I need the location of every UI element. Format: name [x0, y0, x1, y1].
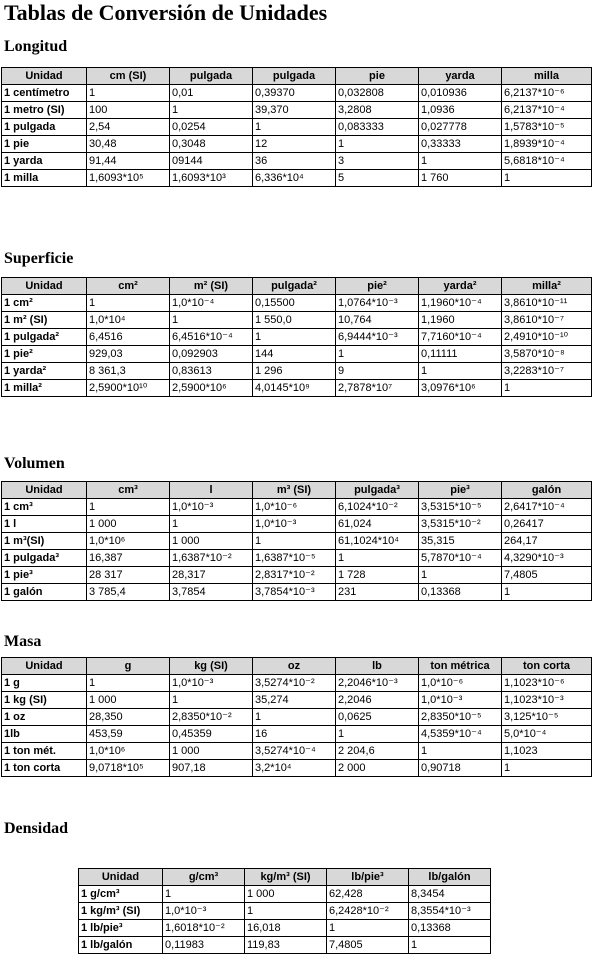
table-cell: 3,8610*10⁻⁷	[502, 312, 592, 329]
table-cell: 1,0764*10⁻³	[336, 295, 419, 312]
table-cell: 1	[170, 692, 253, 709]
table-cell: 0,0254	[170, 119, 253, 136]
table-cell: 1,6093*10³	[170, 170, 253, 187]
table-cell: 1 760	[419, 170, 502, 187]
table-cell: 4,0145*10⁹	[253, 380, 336, 397]
column-header: Unidad	[2, 658, 87, 675]
table-cell: 1	[419, 743, 502, 760]
table-cell: 3,0976*10⁶	[419, 380, 502, 397]
table-cell: 1	[409, 937, 491, 954]
table-cell: 0,15500	[253, 295, 336, 312]
table-cell: 2,2046	[336, 692, 419, 709]
row-label: 1 kg/m³ (SI)	[79, 903, 163, 920]
table-cell: 1	[419, 363, 502, 380]
row-label: 1 lb/pie³	[79, 920, 163, 937]
table-cell: 9,0718*10⁵	[87, 760, 170, 777]
table-cell: 39,370	[253, 102, 336, 119]
table-cell: 1	[419, 153, 502, 170]
section-title-volumen: Volumen	[4, 455, 65, 472]
row-label: 1 ton corta	[2, 760, 87, 777]
table-row	[79, 937, 491, 954]
column-header: galón	[502, 482, 592, 499]
column-header: pie	[336, 68, 419, 85]
column-header: Unidad	[2, 482, 87, 499]
table-cell: 3,5315*10⁻²	[419, 516, 502, 533]
table-row	[2, 153, 592, 170]
table-row	[2, 329, 592, 346]
column-header: milla²	[502, 278, 592, 295]
table-row	[2, 170, 592, 187]
row-label: 1 yarda	[2, 153, 87, 170]
table-cell: 1	[336, 136, 419, 153]
table-cell: 0,0625	[336, 709, 419, 726]
table-row	[2, 584, 592, 601]
table-cell: 1,6093*10⁵	[87, 170, 170, 187]
table-row	[2, 363, 592, 380]
column-header: lb	[336, 658, 419, 675]
table-cell: 3,2*10⁴	[253, 760, 336, 777]
table-cell: 3,7854	[170, 584, 253, 601]
table-cell: 3,5870*10⁻⁸	[502, 346, 592, 363]
column-header: cm²	[87, 278, 170, 295]
column-header: milla	[502, 68, 592, 85]
table-cell: 36	[253, 153, 336, 170]
table-row	[2, 743, 592, 760]
table-cell: 1 000	[170, 743, 253, 760]
table-cell: 1 000	[245, 886, 327, 903]
table-cell: 1 728	[336, 567, 419, 584]
header-row	[2, 658, 592, 675]
table-cell: 1,1023*10⁻³	[502, 692, 592, 709]
table-cell: 1	[245, 903, 327, 920]
column-header: g	[87, 658, 170, 675]
table-cell: 100	[87, 102, 170, 119]
table-cell: 1	[170, 312, 253, 329]
table-cell: 1	[419, 567, 502, 584]
table-cell: 0,33333	[419, 136, 502, 153]
table-cell: 1,0*10⁻³	[170, 675, 253, 692]
table-cell: 5,6818*10⁻⁴	[502, 153, 592, 170]
table-cell: 5,7870*10⁻⁴	[419, 550, 502, 567]
table-row	[2, 312, 592, 329]
table-cell: 4,5359*10⁻⁴	[419, 726, 502, 743]
table-cell: 1	[253, 709, 336, 726]
table-cell: 1 000	[170, 533, 253, 550]
table-cell: 2 000	[336, 760, 419, 777]
table-cell: 4,3290*10⁻³	[502, 550, 592, 567]
table-cell: 0,11983	[163, 937, 245, 954]
table-cell: 1	[502, 760, 592, 777]
table-cell: 61,1024*10⁴	[336, 533, 419, 550]
column-header: ton corta	[502, 658, 592, 675]
table-row	[79, 920, 491, 937]
column-header: Unidad	[79, 869, 163, 886]
table-longitud	[1, 67, 592, 187]
table-cell: 2,8317*10⁻²	[253, 567, 336, 584]
table-superficie	[1, 277, 592, 397]
row-label: 1 ton mét.	[2, 743, 87, 760]
table-cell: 2,8350*10⁻²	[170, 709, 253, 726]
table-cell: 2,6417*10⁻⁴	[502, 499, 592, 516]
table-cell: 1,1960	[419, 312, 502, 329]
table-cell: 1,6387*10⁻²	[170, 550, 253, 567]
table-cell: 1,0*10⁻⁴	[170, 295, 253, 312]
table-cell: 2 204,6	[336, 743, 419, 760]
column-header: kg/m³ (SI)	[245, 869, 327, 886]
table-cell: 12	[253, 136, 336, 153]
table-cell: 3,5274*10⁻⁴	[253, 743, 336, 760]
table-cell: 61,024	[336, 516, 419, 533]
column-header: g/cm³	[163, 869, 245, 886]
table-cell: 1,1023	[502, 743, 592, 760]
table-cell: 3,7854*10⁻³	[253, 584, 336, 601]
table-cell: 231	[336, 584, 419, 601]
table-cell: 1,0*10⁻³	[163, 903, 245, 920]
table-cell: 3,5315*10⁻⁵	[419, 499, 502, 516]
table-cell: 6,2428*10⁻²	[327, 903, 409, 920]
row-label: 1 cm³	[2, 499, 87, 516]
table-masa	[1, 657, 592, 777]
column-header: kg (SI)	[170, 658, 253, 675]
table-densidad	[78, 868, 491, 954]
table-cell: 1 000	[87, 516, 170, 533]
row-label: 1lb	[2, 726, 87, 743]
table-cell: 1	[170, 516, 253, 533]
table-cell: 8,3554*10⁻³	[409, 903, 491, 920]
table-cell: 929,03	[87, 346, 170, 363]
table-row	[79, 886, 491, 903]
table-cell: 1	[87, 675, 170, 692]
header-row	[2, 482, 592, 499]
table-cell: 0,13368	[409, 920, 491, 937]
page-title: Tablas de Conversión de Unidades	[4, 0, 328, 25]
table-row	[2, 709, 592, 726]
table-cell: 0,027778	[419, 119, 502, 136]
table-cell: 1,0*10⁶	[87, 533, 170, 550]
column-header: m³ (SI)	[253, 482, 336, 499]
table-row	[2, 675, 592, 692]
table-row	[2, 295, 592, 312]
table-cell: 6,2137*10⁻⁶	[502, 85, 592, 102]
row-label: 1 m³(SI)	[2, 533, 87, 550]
column-header: Unidad	[2, 68, 87, 85]
table-cell: 1,1960*10⁻⁴	[419, 295, 502, 312]
table-cell: 0,83613	[170, 363, 253, 380]
table-cell: 1	[87, 85, 170, 102]
row-label: 1 oz	[2, 709, 87, 726]
column-header: oz	[253, 658, 336, 675]
table-cell: 1,1023*10⁻⁶	[502, 675, 592, 692]
table-cell: 0,90718	[419, 760, 502, 777]
table-cell: 2,5900*10¹⁰	[87, 380, 170, 397]
table-cell: 119,83	[245, 937, 327, 954]
row-label: 1 g/cm³	[79, 886, 163, 903]
table-cell: 1	[336, 726, 419, 743]
table-cell: 5,0*10⁻⁴	[502, 726, 592, 743]
row-label: 1 cm²	[2, 295, 87, 312]
table-volumen	[1, 481, 592, 601]
header-row	[2, 278, 592, 295]
table-cell: 3,8610*10⁻¹¹	[502, 295, 592, 312]
table-cell: 1	[502, 170, 592, 187]
header-row	[79, 869, 491, 886]
row-label: 1 galón	[2, 584, 87, 601]
table-cell: 35,315	[419, 533, 502, 550]
table-cell: 6,4516	[87, 329, 170, 346]
table-cell: 1	[163, 886, 245, 903]
column-header: yarda²	[419, 278, 502, 295]
table-cell: 907,18	[170, 760, 253, 777]
table-row	[2, 692, 592, 709]
table-cell: 0,01	[170, 85, 253, 102]
column-header: pie³	[419, 482, 502, 499]
table-cell: 1	[87, 499, 170, 516]
table-cell: 28 317	[87, 567, 170, 584]
table-row	[2, 567, 592, 584]
column-header: pulgada²	[253, 278, 336, 295]
table-row	[79, 903, 491, 920]
table-cell: 1	[87, 295, 170, 312]
row-label: 1 milla	[2, 170, 87, 187]
table-cell: 1	[502, 380, 592, 397]
column-header: m² (SI)	[170, 278, 253, 295]
column-header: lb/pie³	[327, 869, 409, 886]
table-row	[2, 102, 592, 119]
table-cell: 0,3048	[170, 136, 253, 153]
table-cell: 91,44	[87, 153, 170, 170]
row-label: 1 pulgada	[2, 119, 87, 136]
table-cell: 1,0*10⁻³	[253, 516, 336, 533]
table-cell: 28,350	[87, 709, 170, 726]
table-cell: 0,26417	[502, 516, 592, 533]
table-cell: 2,7878*10⁷	[336, 380, 419, 397]
column-header: l	[170, 482, 253, 499]
table-cell: 1	[502, 584, 592, 601]
table-cell: 264,17	[502, 533, 592, 550]
table-row	[2, 726, 592, 743]
table-cell: 1,5783*10⁻⁵	[502, 119, 592, 136]
column-header: pulgada	[253, 68, 336, 85]
row-label: 1 pie²	[2, 346, 87, 363]
table-cell: 7,7160*10⁻⁴	[419, 329, 502, 346]
section-title-densidad: Densidad	[4, 820, 69, 837]
table-cell: 0,083333	[336, 119, 419, 136]
table-cell: 62,428	[327, 886, 409, 903]
row-label: 1 yarda²	[2, 363, 87, 380]
row-label: 1 pulgada²	[2, 329, 87, 346]
table-cell: 6,9444*10⁻³	[336, 329, 419, 346]
table-cell: 1,6018*10⁻²	[163, 920, 245, 937]
table-cell: 9	[336, 363, 419, 380]
section-title-longitud: Longitud	[4, 38, 68, 55]
column-header: cm³	[87, 482, 170, 499]
row-label: 1 m² (SI)	[2, 312, 87, 329]
table-cell: 1	[336, 550, 419, 567]
table-cell: 09144	[170, 153, 253, 170]
row-label: 1 kg (SI)	[2, 692, 87, 709]
section-title-superficie: Superficie	[4, 250, 74, 267]
table-cell: 1,0*10⁻³	[170, 499, 253, 516]
table-cell: 0,13368	[419, 584, 502, 601]
table-cell: 0,010936	[419, 85, 502, 102]
row-label: 1 lb/galón	[79, 937, 163, 954]
table-cell: 28,317	[170, 567, 253, 584]
table-row	[2, 346, 592, 363]
column-header: yarda	[419, 68, 502, 85]
table-cell: 8 361,3	[87, 363, 170, 380]
table-cell: 1	[327, 920, 409, 937]
table-cell: 1 000	[87, 692, 170, 709]
column-header: Unidad	[2, 278, 87, 295]
table-cell: 6,2137*10⁻⁴	[502, 102, 592, 119]
row-label: 1 l	[2, 516, 87, 533]
table-row	[2, 533, 592, 550]
table-cell: 6,336*10⁴	[253, 170, 336, 187]
table-row	[2, 516, 592, 533]
table-cell: 2,2046*10⁻³	[336, 675, 419, 692]
table-cell: 1,6387*10⁻⁵	[253, 550, 336, 567]
table-cell: 10,764	[336, 312, 419, 329]
table-cell: 0,39370	[253, 85, 336, 102]
table-cell: 6,4516*10⁻⁴	[170, 329, 253, 346]
column-header: ton métrica	[419, 658, 502, 675]
row-label: 1 centímetro	[2, 85, 87, 102]
table-cell: 1,0*10⁻³	[419, 692, 502, 709]
table-cell: 1	[253, 533, 336, 550]
table-cell: 1 550,0	[253, 312, 336, 329]
table-cell: 1,0*10⁴	[87, 312, 170, 329]
table-row	[2, 119, 592, 136]
table-row	[2, 550, 592, 567]
table-cell: 0,45359	[170, 726, 253, 743]
table-cell: 16	[253, 726, 336, 743]
table-cell: 0,092903	[170, 346, 253, 363]
column-header: lb/galón	[409, 869, 491, 886]
row-label: 1 pie	[2, 136, 87, 153]
table-row	[2, 85, 592, 102]
table-cell: 3,5274*10⁻²	[253, 675, 336, 692]
table-cell: 1	[253, 329, 336, 346]
table-cell: 144	[253, 346, 336, 363]
table-cell: 3 785,4	[87, 584, 170, 601]
row-label: 1 milla²	[2, 380, 87, 397]
table-cell: 0,032808	[336, 85, 419, 102]
table-cell: 2,54	[87, 119, 170, 136]
table-cell: 16,018	[245, 920, 327, 937]
table-cell: 35,274	[253, 692, 336, 709]
table-cell: 2,4910*10⁻¹⁰	[502, 329, 592, 346]
table-row	[2, 499, 592, 516]
table-row	[2, 136, 592, 153]
table-cell: 2,8350*10⁻⁵	[419, 709, 502, 726]
column-header: pulgada³	[336, 482, 419, 499]
table-cell: 1,0936	[419, 102, 502, 119]
table-cell: 8,3454	[409, 886, 491, 903]
table-cell: 16,387	[87, 550, 170, 567]
table-cell: 2,5900*10⁶	[170, 380, 253, 397]
row-label: 1 g	[2, 675, 87, 692]
table-cell: 7,4805	[502, 567, 592, 584]
table-row	[2, 380, 592, 397]
table-cell: 30,48	[87, 136, 170, 153]
row-label: 1 pulgada³	[2, 550, 87, 567]
column-header: cm (SI)	[87, 68, 170, 85]
table-cell: 1,0*10⁶	[87, 743, 170, 760]
header-row	[2, 68, 592, 85]
table-cell: 1,8939*10⁻⁴	[502, 136, 592, 153]
table-cell: 1	[336, 346, 419, 363]
column-header: pulgada	[170, 68, 253, 85]
table-cell: 7,4805	[327, 937, 409, 954]
table-cell: 6,1024*10⁻²	[336, 499, 419, 516]
column-header: pie²	[336, 278, 419, 295]
section-title-masa: Masa	[4, 633, 42, 650]
table-cell: 5	[336, 170, 419, 187]
table-cell: 453,59	[87, 726, 170, 743]
table-cell: 1,0*10⁻⁶	[253, 499, 336, 516]
table-cell: 3,2808	[336, 102, 419, 119]
row-label: 1 metro (SI)	[2, 102, 87, 119]
table-cell: 1	[170, 102, 253, 119]
table-cell: 1	[253, 119, 336, 136]
table-cell: 3,125*10⁻⁵	[502, 709, 592, 726]
table-row	[2, 760, 592, 777]
table-cell: 3,2283*10⁻⁷	[502, 363, 592, 380]
table-cell: 3	[336, 153, 419, 170]
table-cell: 0,11111	[419, 346, 502, 363]
row-label: 1 pie³	[2, 567, 87, 584]
table-cell: 1 296	[253, 363, 336, 380]
table-cell: 1,0*10⁻⁶	[419, 675, 502, 692]
